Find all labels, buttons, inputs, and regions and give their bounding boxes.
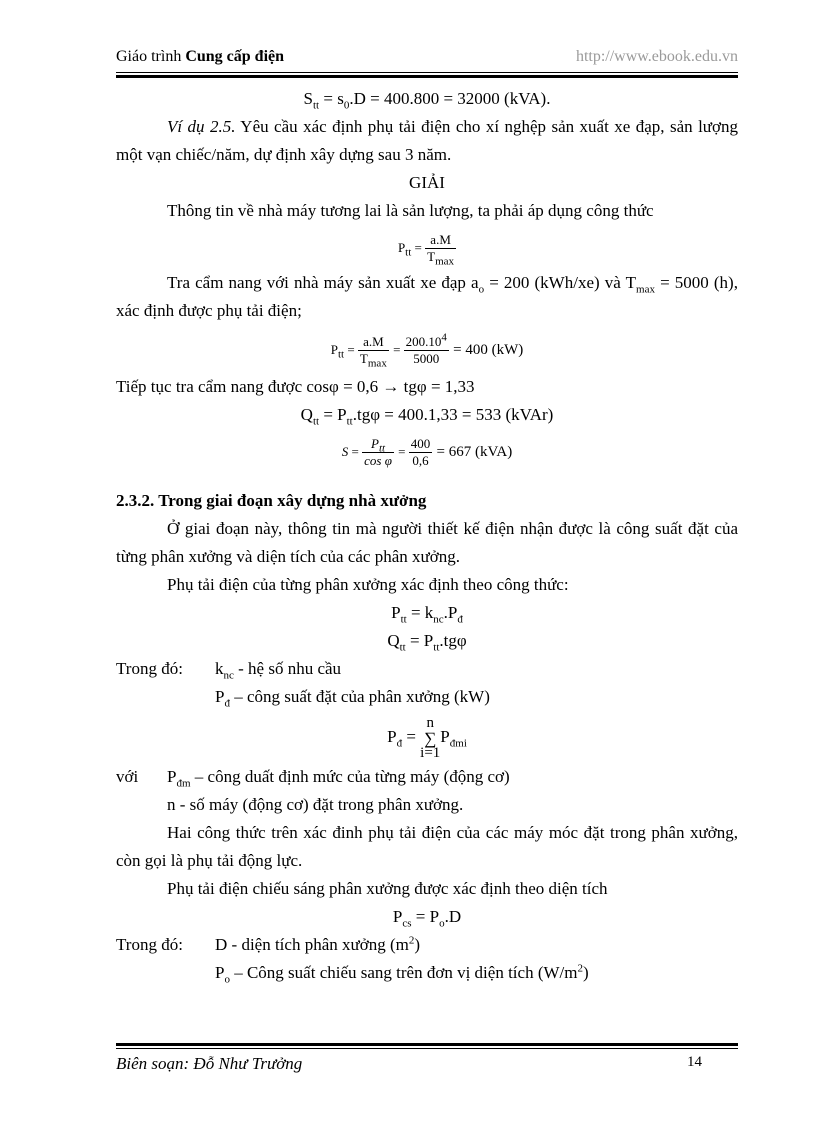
- footer-rule-thick: [116, 1043, 738, 1046]
- cos-lookup: Tiếp tục tra cẩm nang được cosφ = 0,6 → tgφ = 1,33: [116, 377, 475, 396]
- header-rule-thin: [116, 72, 738, 73]
- header-rule-thick: [116, 75, 738, 78]
- info-paragraph: Thông tin về nhà máy tương lai là sản lượng, ta phải áp dụng công thức: [167, 201, 654, 220]
- formula-ptt: $P_{tt}$ = $\frac{a.M}{T_{max}}$: [397, 231, 455, 268]
- header-url[interactable]: http://www.ebook.edu.vn: [575, 48, 738, 65]
- section-title: 2.3.2. Trong giai đoạn xây dựng nhà xưởng: [116, 491, 427, 510]
- solution-heading: GIẢI: [409, 173, 445, 192]
- formula-stt: $S_{tt} = s_0.D = 400.800 = 32000$ (kVA).: [303, 89, 551, 112]
- definition-pd: $P_đ$ – công suất đặt của phân xưởng (kW): [215, 687, 490, 710]
- definition-pdm: với $P_{đm}$ – công duất định mức của từng máy (động cơ): [116, 767, 510, 790]
- stage-paragraph: Ở giai đoạn này, thông tin mà người thiết kế điện nhận được là công suất đặt của từng phân xưởng và diện tích của các phân xưởng.: [116, 519, 738, 566]
- definition-n: n - số máy (động cơ) đặt trong phân xưởng.: [167, 795, 464, 814]
- page-header: [116, 48, 738, 70]
- formula-pcs: $P_{cs} = P_o.D$: [392, 907, 462, 930]
- formula-ptt-value: $P_{tt}$ = $\frac{a.M}{T_{max}}$ = $\frac{200.10^4}{5000}$ = 400 (kW): [330, 331, 524, 370]
- formula-sum: $P_đ$ = n ∑ i=1 $P_{đmi}$: [387, 714, 467, 761]
- page-body: [116, 85, 738, 987]
- formula-qtt: $Q_{tt} = P_{tt}.tg\varphi = 400.1,33 = 533$ (kVAr): [300, 405, 554, 428]
- example-paragraph: Ví dụ 2.5. Yêu cầu xác định phụ tải điện cho xí nghệp sản xuất xe đạp, sản lượng một vạn chiếc/năm, dự định xây dựng sau 3 năm.: [116, 117, 738, 164]
- motor-load-paragraph: Hai công thức trên xác đinh phụ tải điện của các máy móc đặt trong phân xưởng, còn gọi là phụ tải động lực.: [116, 823, 738, 870]
- lookup-paragraph: Tra cẩm nang với nhà máy sản xuất xe đạp $a_o = 200$ (kWh/xe) và $T_{max} = 5000$ (h), xác định được phụ tải điện;: [116, 273, 738, 320]
- formula-ptt-knc: $P_{tt} = k_{nc}.P_đ$: [391, 603, 463, 626]
- definition-d: Trong đó: D - diện tích phân xưởng $(m^2)$: [116, 934, 421, 954]
- lighting-paragraph: Phụ tải điện chiếu sáng phân xưởng được xác định theo diện tích: [167, 879, 608, 898]
- definition-po: $P_o$ – Công suất chiếu sang trên đơn vị diện tích $(W/m^2)$: [215, 962, 589, 986]
- footer-author: Biên soạn: Đỗ Như Trưởng: [116, 1054, 303, 1073]
- page-number: 14: [687, 1054, 702, 1070]
- formula-qtt-tg: $Q_{tt} = P_{tt}.tg\varphi$: [387, 631, 467, 654]
- footer-rule-thin: [116, 1048, 738, 1049]
- header-title: Giáo trình Cung cấp điện: [116, 48, 285, 65]
- formula-s: S = $\frac{P_{tt}}{\text{cos φ}}$ = $\frac{400}{0,6}$ = 667 (kVA): [341, 435, 513, 468]
- formula-intro: Phụ tải điện của từng phân xưởng xác định theo công thức:: [167, 575, 569, 594]
- definition-knc: Trong đó: $k_{nc}$ - hệ số nhu cầu: [116, 659, 342, 682]
